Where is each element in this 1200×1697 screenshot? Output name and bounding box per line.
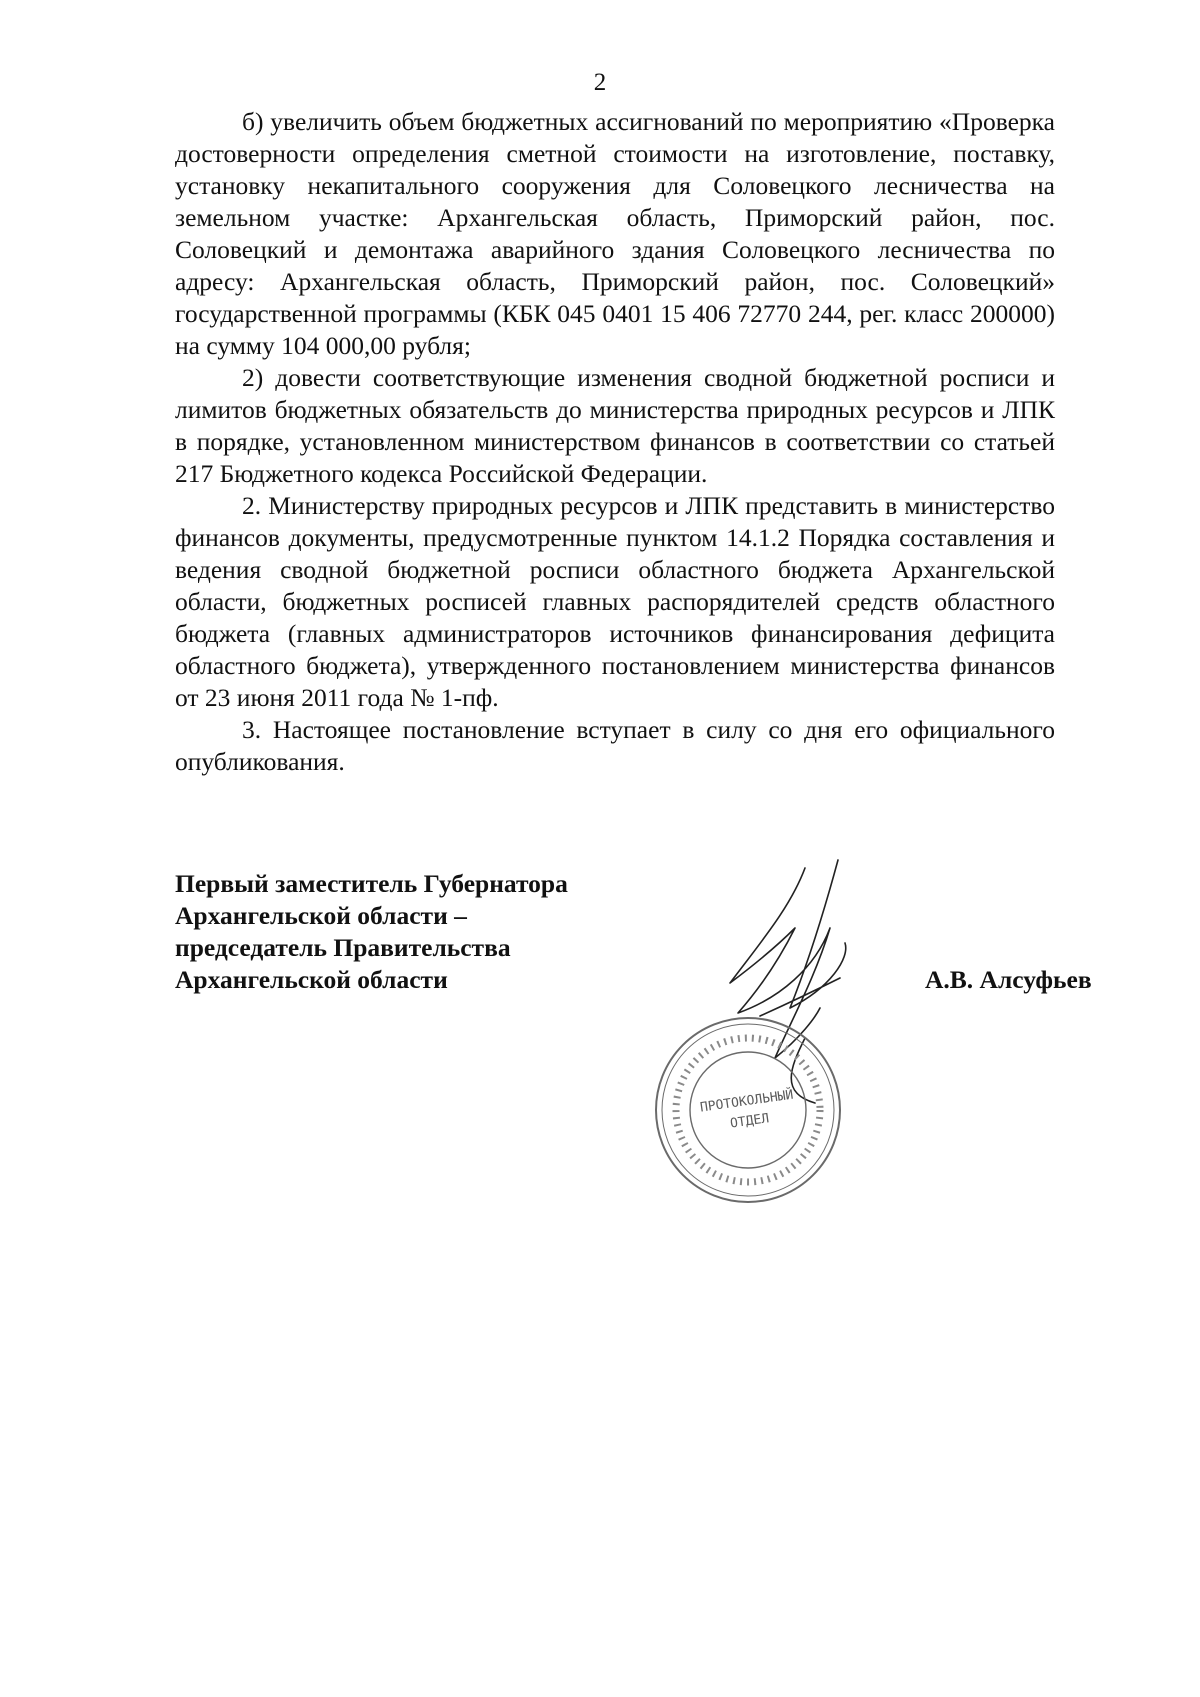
page-number: 2 [593, 69, 607, 96]
paragraph-item-2: 2) довести соответствующие изменения сводной бюджетной росписи и лимитов бюджетных обязательств до министерства природных ресурсов и ЛПК в порядке, установленном министерством финансов в соответствии со статьей 217 Бюджетного кодекса Российской Федерации. [175, 363, 1055, 488]
signatory-name: А.В. Алсуфьев [925, 965, 1092, 994]
seal-center-line1: ПРОТОКОЛЬНЫЙ [699, 1087, 795, 1116]
signatory-position-line: Первый заместитель Губернатора [175, 869, 568, 898]
paragraph-item-b: б) увеличить объем бюджетных ассигнований по мероприятию «Проверка достоверности определения сметной стоимости на изготовление, поставку, установку некапитального сооружения для Соловецкого лесничества на земельном участке: Архангельская область, Приморский район, пос. Соловецкий и демонтажа аварийного здания Соловецкого лесничества по адресу: Архангельская область, Приморский район, пос. Соловецкий» государственной программы (КБК 045 0401 15 406 72770 244, рег. класс 200000) на сумму 104 000,00 рубля; [175, 107, 1055, 360]
document-body [175, 106, 1055, 778]
paragraph-point-2: 2. Министерству природных ресурсов и ЛПК представить в министерство финансов документы, предусмотренные пунктом 14.1.2 Порядка составления и ведения сводной бюджетной росписи областного бюджета Архангельской области, бюджетных росписей главных распорядителей средств областного бюджета (главных администраторов источников финансирования дефицита областного бюджета), утвержденного постановлением министерства финансов от 23 июня 2011 года № 1-пф. [175, 491, 1055, 712]
official-seal [648, 1010, 848, 1210]
paragraph-point-3: 3. Настоящее постановление вступает в силу со дня его официального опубликования. [175, 715, 1055, 776]
signatory-position-line: Архангельской области – [175, 901, 467, 930]
signatory-position-line: Архангельской области [175, 965, 448, 994]
signatory-position-line: председатель Правительства [175, 933, 511, 962]
seal-center-line2: ОТДЕЛ [729, 1111, 771, 1132]
signatory-position [175, 868, 635, 996]
